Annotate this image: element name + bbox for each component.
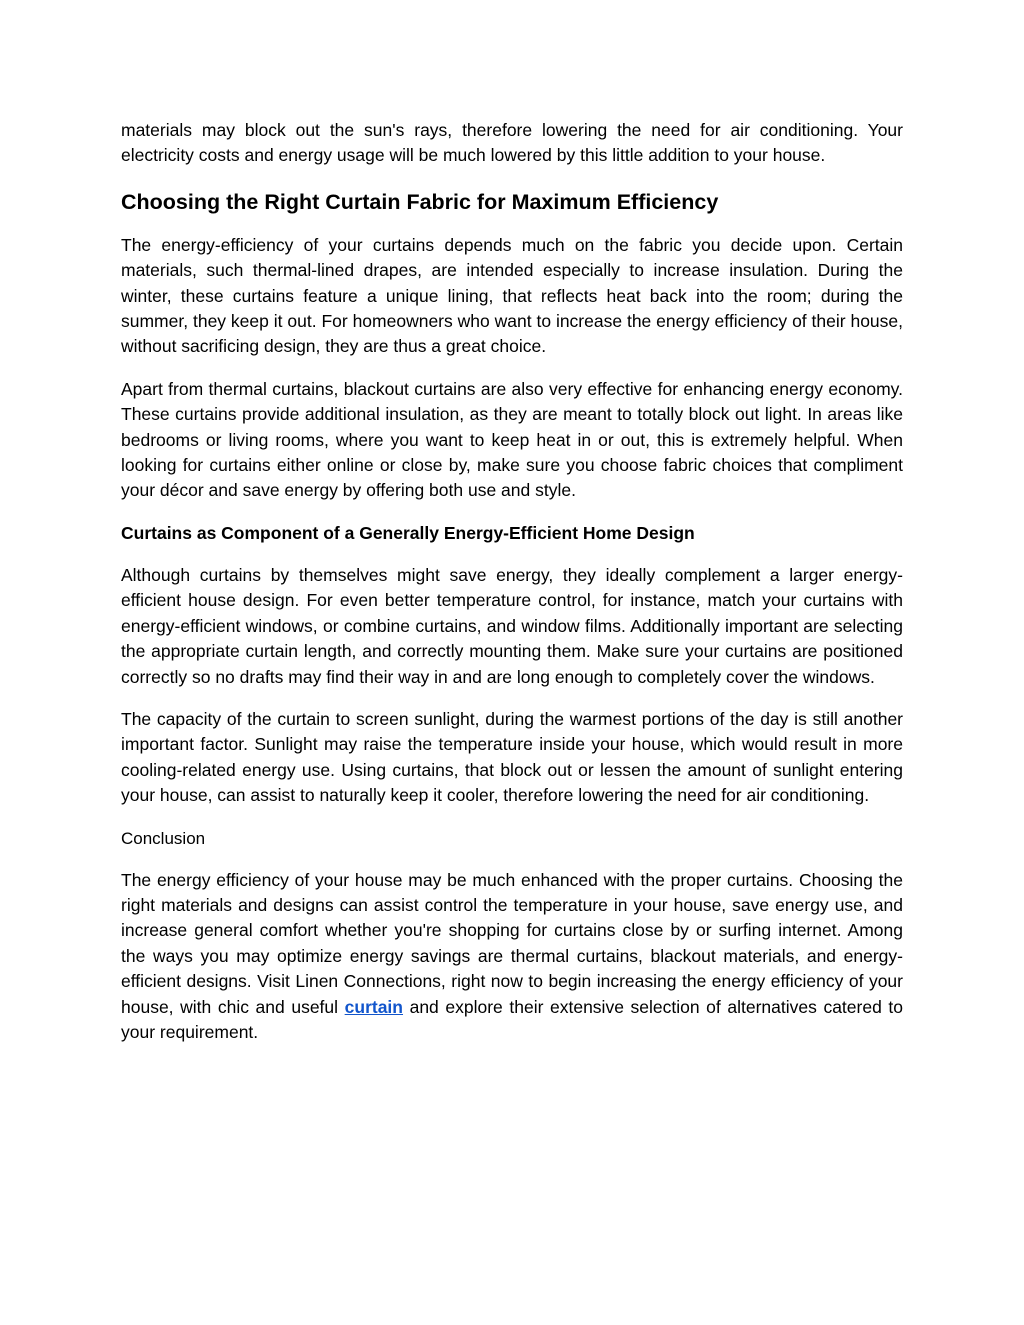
conclusion-text-before-link: The energy efficiency of your house may be much enhanced with the proper curtains. Choosing the right materials and designs can assist control the temperature in your house, save energy use, and increase general comfort whether you're shopping for curtains close by or surfing internet. Among the ways you may optimize energy savings are thermal curtains, blackout materials, and energy-efficient designs. Visit Linen Connections, right now to begin increasing the energy efficiency of your house, with chic and useful <box>121 869 903 1017</box>
conclusion-paragraph <box>121 868 903 1046</box>
heading-fabric: Choosing the Right Curtain Fabric for Maximum Efficiency <box>121 189 719 214</box>
conclusion-text-after-link: and explore their extensive selection of alternatives catered to your requirement. <box>121 996 903 1042</box>
component-paragraph-2: The capacity of the curtain to screen sunlight, during the warmest portions of the day is still another important factor. Sunlight may raise the temperature inside your house, which would result in more cooling-related energy use. Using curtains, that block out or lessen the amount of sunlight entering your house, can assist to naturally keep it cooler, therefore lowering the need for air conditioning. <box>121 708 903 806</box>
fabric-paragraph-2: Apart from thermal curtains, blackout curtains are also very effective for enhancing energy economy. These curtains provide additional insulation, as they are meant to totally block out light. In areas like bedrooms or living rooms, where you want to keep heat in or out, this is extremely helpful. When looking for curtains either online or close by, make sure you choose fabric choices that compliment your décor and save energy by offering both use and style. <box>121 378 903 501</box>
fabric-paragraph-1: The energy-efficiency of your curtains depends much on the fabric you decide upon. Certain materials, such thermal-lined drapes, are intended especially to increase insulation. During the winter, these curtains feature a unique lining, that reflects heat back into the room; during the summer, they keep it out. For homeowners who want to increase the energy efficiency of their house, without sacrificing design, they are thus a great choice. <box>121 234 903 357</box>
curtain-link[interactable]: curtain <box>344 996 403 1017</box>
document-page <box>121 118 903 1062</box>
component-paragraph-1: Although curtains by themselves might save energy, they ideally complement a larger energy-efficient house design. For even better temperature control, for instance, match your curtains with energy-efficient windows, or combine curtains, and window films. Additionally important are selecting the appropriate curtain length, and correctly mounting them. Make sure your curtains are positioned correctly so no drafts may find their way in and are long enough to completely cover the windows. <box>121 564 903 687</box>
heading-conclusion: Conclusion <box>121 828 206 848</box>
intro-paragraph: materials may block out the sun's rays, therefore lowering the need for air conditioning. Your electricity costs and energy usage will be much lowered by this little addition to your house. <box>121 120 903 166</box>
heading-component: Curtains as Component of a Generally Energy-Efficient Home Design <box>121 522 695 543</box>
